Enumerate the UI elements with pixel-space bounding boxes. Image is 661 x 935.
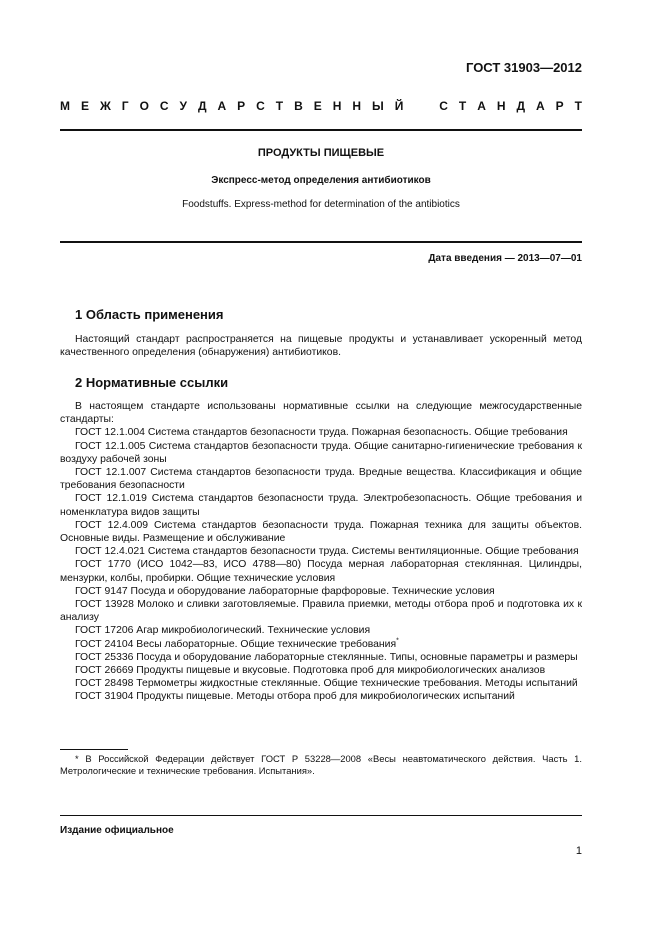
footnote-rule xyxy=(60,749,128,750)
page-number: 1 xyxy=(575,845,582,857)
banner-letter: С xyxy=(256,99,265,113)
reference-item xyxy=(60,690,582,703)
banner-letter: С xyxy=(159,99,169,113)
standard-title: ПРОДУКТЫ ПИЩЕВЫЕ xyxy=(257,147,385,159)
reference-item xyxy=(60,440,582,466)
banner-letter: Н xyxy=(496,99,506,113)
banner-letter: О xyxy=(139,99,149,113)
reference-item xyxy=(60,426,582,439)
references-lead: В настоящем стандарте использованы нормативные ссылки на следующие межгосударственные стандарты: xyxy=(60,401,582,426)
reference-text: ГОСТ 31904 Продукты пищевые. Методы отбора проб для микробиологических испытаний xyxy=(75,691,515,703)
standard-subtitle: Экспресс-метод определения антибиотиков xyxy=(211,175,431,186)
reference-item xyxy=(60,638,582,651)
footer-rule xyxy=(60,815,582,816)
standard-title-english: Foodstuffs. Express-method for determination of the antibiotics xyxy=(182,199,460,210)
banner-letter: А xyxy=(217,99,227,113)
banner-letter: М xyxy=(60,99,70,113)
reference-item xyxy=(60,664,582,677)
reference-text: ГОСТ 25336 Посуда и оборудование лабораторные стеклянные. Типы, основные параметры и размеры xyxy=(75,651,578,663)
banner-letter: Н xyxy=(352,99,361,113)
reference-item xyxy=(60,545,582,558)
reference-item xyxy=(60,651,582,664)
reference-text: ГОСТ 1770 (ИСО 1042—83, ИСО 4788—80) Посуда мерная лабораторная стеклянная. Цилиндры, мензурки, колбы, пробирки. Общие технические условия xyxy=(60,559,582,584)
document-code: ГОСТ 31903—2012 xyxy=(466,60,582,75)
banner-letter: С xyxy=(439,99,448,113)
references-list xyxy=(60,426,582,703)
reference-text: ГОСТ 24104 Весы лабораторные. Общие технические требования xyxy=(75,638,397,650)
banner-letter: Г xyxy=(121,99,129,113)
banner-letter: А xyxy=(477,99,486,113)
footnote: * В Российской Федерации действует ГОСТ Р 53228—2008 «Весы неавтоматического действия. Часть 1. Метрологические и технические требования. Испытания». xyxy=(60,753,582,776)
banner-letter: А xyxy=(536,99,545,113)
scope-paragraph: Настоящий стандарт распространяется на пищевые продукты и устанавливает ускоренный метод качественного определения (обнаружения) антибиотиков. xyxy=(60,334,582,359)
footnote-marker: * xyxy=(396,637,399,645)
reference-text: ГОСТ 12.1.004 Система стандартов безопасности труда. Пожарная безопасность. Общие требования xyxy=(75,427,568,439)
reference-text: ГОСТ 12.1.005 Система стандартов безопасности труда. Общие санитарно-гигиенические требования к воздуху рабочей зоны xyxy=(60,440,582,465)
reference-text: ГОСТ 12.1.019 Система стандартов безопасности труда. Электробезопасность. Общие требования и номенклатура видов защиты xyxy=(60,493,582,518)
reference-text: ГОСТ 13928 Молоко и сливки заготовляемые. Правила приемки, методы отбора проб и подготовка их к анализу xyxy=(60,599,582,624)
banner-letter: Й xyxy=(394,99,404,113)
reference-item xyxy=(60,492,582,518)
introduction-date: Дата введения — 2013—07—01 xyxy=(428,253,582,264)
section-1-heading: 1 Область применения xyxy=(75,307,224,322)
banner-letter: Р xyxy=(237,99,246,113)
reference-item xyxy=(60,624,582,637)
banner-letter: Н xyxy=(332,99,342,113)
reference-item xyxy=(60,677,582,690)
section-2-text xyxy=(60,400,582,704)
banner-gap xyxy=(414,99,428,113)
interstate-standard-banner xyxy=(60,99,582,113)
official-edition-label: Издание официальное xyxy=(60,825,174,836)
banner-letter: Ы xyxy=(371,99,384,113)
section-1-text xyxy=(60,333,582,359)
banner-letter: Е xyxy=(80,99,89,113)
reference-item xyxy=(60,466,582,492)
section-2-heading: 2 Нормативные ссылки xyxy=(75,375,229,390)
banner-letter: Е xyxy=(313,99,322,113)
banner-letter: Т xyxy=(458,99,467,113)
reference-item xyxy=(60,519,582,545)
banner-letter: Т xyxy=(275,99,284,113)
reference-text: ГОСТ 12.4.021 Система стандартов безопасности труда. Системы вентиляционные. Общие требования xyxy=(75,546,579,558)
banner-letter: Д xyxy=(197,99,207,113)
reference-text: ГОСТ 9147 Посуда и оборудование лабораторные фарфоровые. Технические условия xyxy=(75,585,495,597)
banner-letter: Ж xyxy=(99,99,111,113)
reference-text: ГОСТ 17206 Агар микробиологический. Технические условия xyxy=(75,625,371,637)
banner-letter: Т xyxy=(574,99,582,113)
reference-text: ГОСТ 28498 Термометры жидкостные стеклянные. Общие технические требования. Методы испытаний xyxy=(75,678,578,690)
reference-item xyxy=(60,585,582,598)
banner-letter: Р xyxy=(555,99,564,113)
reference-text: ГОСТ 12.4.009 Система стандартов безопасности труда. Пожарная техника для защиты объектов. Основные виды. Размещение и обслуживание xyxy=(60,519,582,545)
header-rule xyxy=(60,129,582,131)
reference-item xyxy=(60,598,582,624)
banner-letter: У xyxy=(179,99,187,113)
reference-text: ГОСТ 26669 Продукты пищевые и вкусовые. Подготовка проб для микробиологических анализов xyxy=(75,665,546,677)
title-rule xyxy=(60,241,582,243)
banner-letter: В xyxy=(294,99,303,113)
reference-item xyxy=(60,558,582,584)
reference-text: ГОСТ 12.1.007 Система стандартов безопасности труда. Вредные вещества. Классификация и общие требования безопасности xyxy=(60,467,582,492)
banner-letter: Д xyxy=(516,99,526,113)
